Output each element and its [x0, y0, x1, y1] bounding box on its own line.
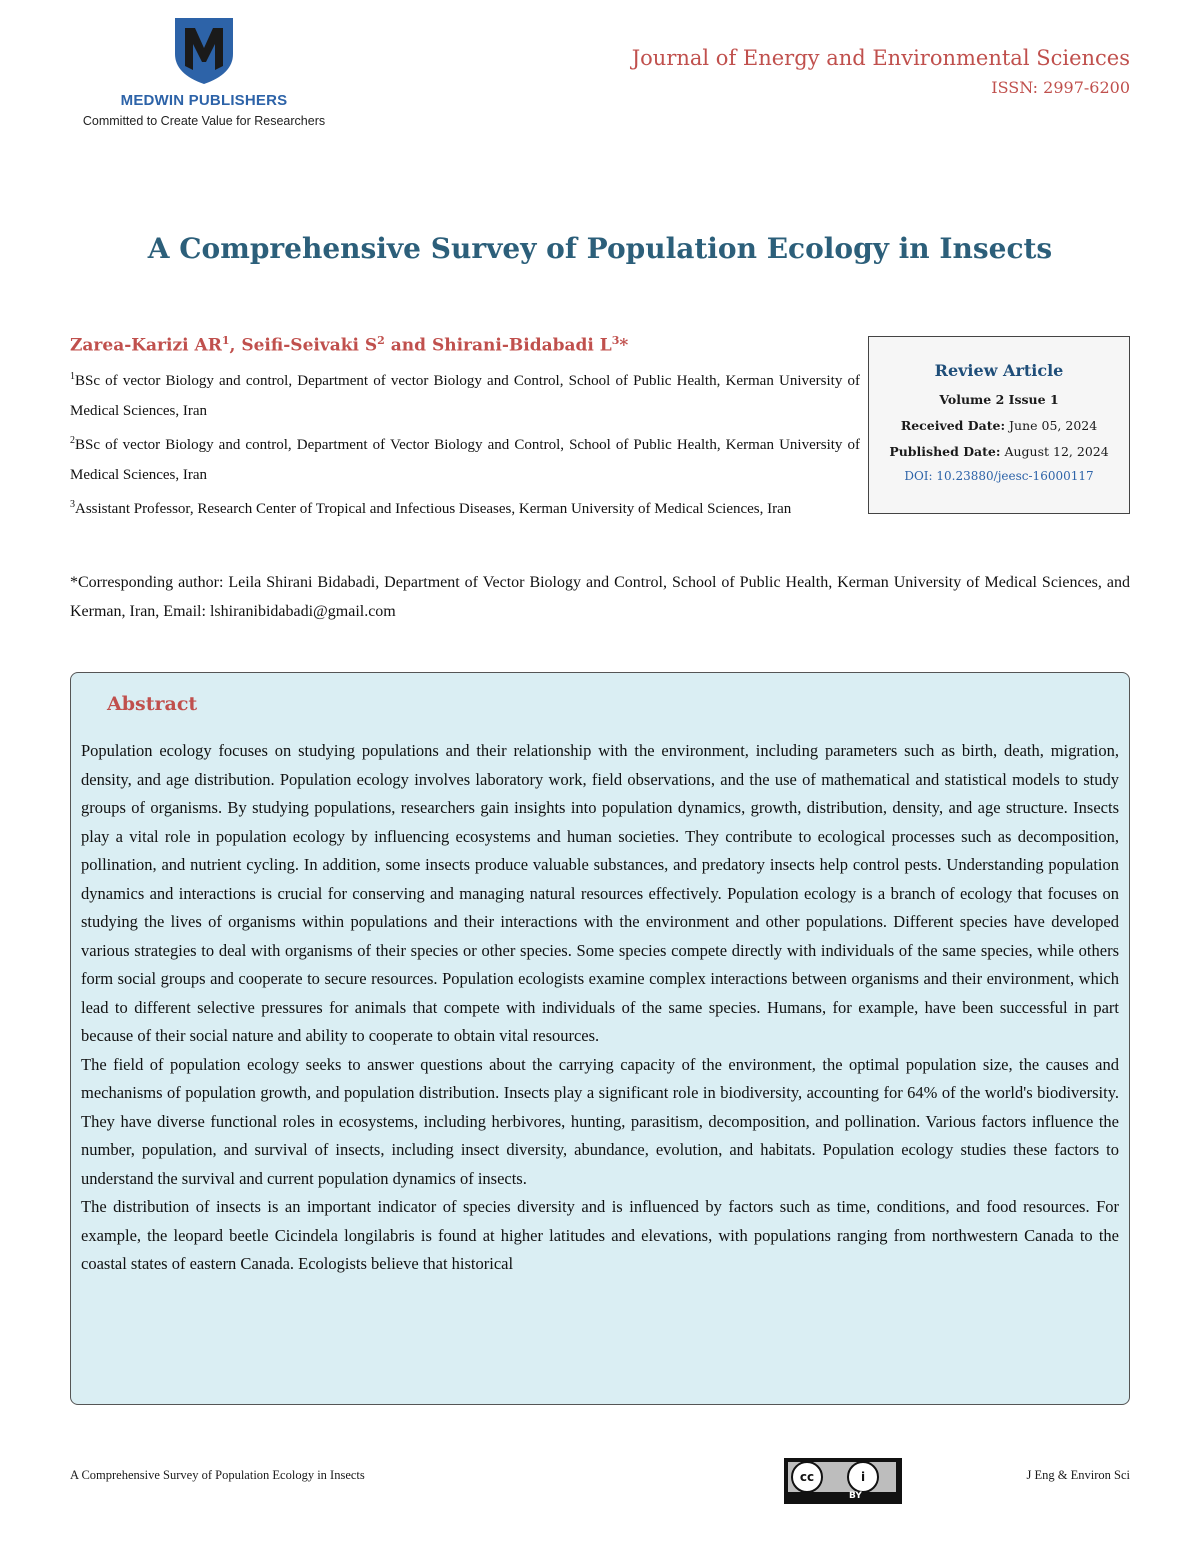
author-affil-sup: 1: [221, 334, 230, 347]
cc-by-label: BY: [849, 1491, 862, 1501]
affiliation-text: Assistant Professor, Research Center of Tropical and Infectious Diseases, Kerman University of Medical Sciences, Iran: [75, 501, 792, 517]
corresponding-mark: *: [619, 335, 629, 356]
footer-journal-abbrev: J Eng & Environ Sci: [1026, 1468, 1130, 1482]
corresponding-author: *Corresponding author: Leila Shirani Bidabadi, Department of Vector Biology and Control, School of Public Health, Kerman University of Medical Sciences, and Kerman, Iran, Email: lshiranibidabadi@gmail.com: [70, 574, 1130, 620]
volume-issue: Volume 2 Issue 1: [939, 392, 1059, 407]
author-separator: and: [384, 335, 432, 356]
publisher-tagline: Committed to Create Value for Researchers: [82, 114, 326, 128]
affiliation-text: BSc of vector Biology and control, Department of vector Biology and Control, School of Public Health, Kerman University of Medical Sciences, Iran: [70, 373, 860, 419]
author-affil-sup: 2: [377, 334, 385, 347]
abstract-paragraph: Population ecology focuses on studying populations and their relationship with the environment, including parameters such as birth, death, migration, density, and age distribution. Population ecology involves laboratory work, field observations, and the use of mathematical and statistical models to study groups of organisms. By studying populations, researchers gain insights into population dynamics, growth, distribution, density, and age structure. Insects play a vital role in population ecology by influencing ecosystems and human societies. They contribute to ecological processes such as decomposition, pollination, and nutrient cycling. In addition, some insects produce valuable substances, and predatory insects help control pests. Understanding population dynamics and interactions is crucial for conserving and managing natural resources effectively. Population ecology is a branch of ecology that focuses on studying the lives of organisms within populations and their interactions with the environment and other populations. Different species have developed various strategies to deal with organisms of their species or other species. Some species compete directly with individuals of the same species, while others form social groups and cooperate to secure resources. Population ecologists examine complex interactions between organisms and their environment, which lead to different selective pressures for animals that compete with individuals of the same species. Humans, for example, have been successful in part because of their social nature and ability to cooperate to obtain vital resources.: [81, 741, 1119, 1045]
author-separator: ,: [229, 335, 242, 356]
cc-by-license-badge[interactable]: [784, 1458, 902, 1504]
abstract-heading: Abstract: [107, 693, 198, 715]
article-info-box: [868, 336, 1130, 514]
journal-issn: ISSN: 2997-6200: [991, 78, 1130, 97]
received-date-value: June 05, 2024: [1005, 418, 1098, 433]
affiliations: [70, 362, 860, 525]
footer-article-title: A Comprehensive Survey of Population Ecology in Insects: [70, 1468, 365, 1482]
published-date-value: August 12, 2024: [1000, 444, 1109, 459]
received-date: [869, 418, 1129, 433]
abstract-paragraph: The distribution of insects is an important indicator of species diversity and is influenced by factors such as time, conditions, and food resources. For example, the leopard beetle Cicindela longilabris is found at higher latitudes and elevations, with populations ranging from northwestern Canada to the coastal states of eastern Canada. Ecologists believe that historical: [81, 1197, 1119, 1273]
journal-name: Journal of Energy and Environmental Sciences: [631, 46, 1130, 70]
publisher-logo: [64, 14, 344, 128]
affiliation-item: [70, 490, 860, 525]
abstract-paragraph: The field of population ecology seeks to answer questions about the carrying capacity of the environment, the optimal population size, the causes and mechanisms of population growth, and population distribution. Insects play a significant role in biodiversity, accounting for 64% of the world's biodiversity. They have diverse functional roles in ecosystems, including herbivores, hunting, parasitism, decomposition, and pollination. Various factors influence the number, population, and survival of insects, including insect diversity, abundance, evolution, and habitats. Population ecology studies these factors to understand the survival and current population dynamics of insects.: [81, 1054, 1119, 1188]
article-type: Review Article: [934, 361, 1064, 380]
received-date-label: Received Date:: [900, 418, 1006, 433]
author-name: Shirani-Bidabadi L: [431, 335, 612, 356]
attribution-icon: i: [847, 1461, 879, 1493]
author-name: Zarea-Karizi AR: [70, 335, 222, 356]
published-date: [869, 444, 1129, 459]
affiliation-sup: 3: [70, 499, 75, 510]
medwin-shield-icon: [171, 14, 237, 86]
author-name: Seifi-Seivaki S: [241, 335, 378, 356]
journal-header: [632, 46, 1130, 97]
affiliation-item: [70, 362, 860, 426]
published-date-label: Published Date:: [889, 444, 1001, 459]
author-list: [70, 334, 628, 356]
cc-icon: cc: [791, 1461, 823, 1493]
abstract-box: [70, 672, 1130, 1405]
affiliation-sup: 2: [70, 435, 75, 446]
affiliation-item: [70, 426, 860, 490]
author-affil-sup: 3: [611, 334, 620, 347]
affiliation-sup: 1: [70, 371, 75, 382]
publisher-name: MEDWIN PUBLISHERS: [120, 92, 288, 109]
doi-link[interactable]: DOI: 10.23880/jeesc-16000117: [904, 469, 1094, 483]
affiliation-text: BSc of vector Biology and control, Department of Vector Biology and Control, School of Public Health, Kerman University of Medical Sciences, Iran: [70, 437, 860, 483]
article-title: A Comprehensive Survey of Population Ecology in Insects: [147, 232, 1053, 265]
page-footer: [70, 1458, 1130, 1504]
